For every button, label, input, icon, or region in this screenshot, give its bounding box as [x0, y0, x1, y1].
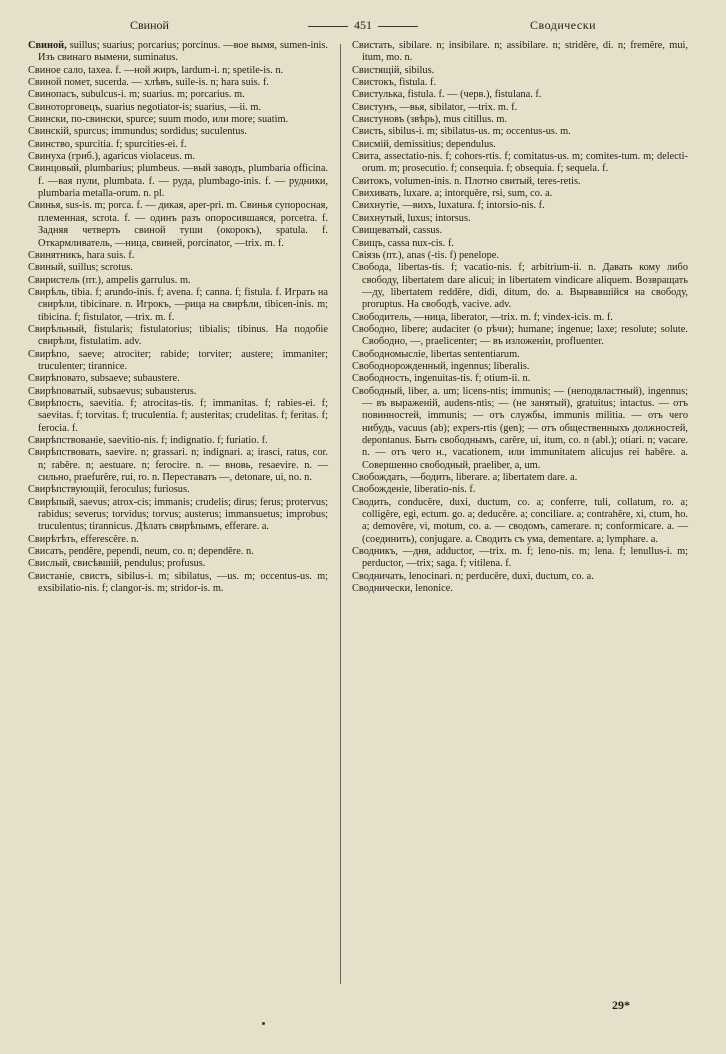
dictionary-entry [352, 225, 688, 237]
entry-text: Свиной помет, sucerda. — хлѣвъ, suile-is. n; hara suis. f. [28, 77, 269, 89]
header-dash-left [308, 26, 348, 27]
dictionary-entry [28, 262, 328, 274]
dictionary-entry [28, 89, 328, 101]
entry-text: Свирѣпо, saeve; atrociter; rabide; torviter; austere; immaniter; truculenter; tirannice. [28, 348, 328, 372]
dictionary-entry [352, 472, 688, 484]
header-page-number [24, 18, 702, 33]
dictionary-entry [28, 114, 328, 126]
dictionary-entry [352, 238, 688, 250]
entry-text: Сводникъ, —дня, adductor, —trix. m. f; leno-nis. m; lena. f; lenullus-i. m; perductor, —trix; saga. f; vitilena. f. [352, 546, 688, 570]
dictionary-entry [352, 40, 688, 65]
dictionary-entry [28, 287, 328, 324]
dictionary-entry [28, 139, 328, 151]
entry-text: Свита, assectatio-nis. f; cohors-rtis. f; comitatus-us. m; comites-tum. m; delecti-orum. m; prosecutio. f; consequia. f; obsequia. f; sequela. f. [352, 151, 688, 175]
dictionary-entry [352, 65, 688, 77]
headword: Свиной, [28, 40, 67, 51]
entry-text: Свободномысліе, libertas sententiarum. [352, 348, 520, 360]
entry-text: Свисать, pendĕre, pependi, neum, co. n; dependĕre. n. [28, 546, 254, 558]
entry-text: Свирѣповатый, subsaevus; subausterus. [28, 385, 197, 397]
entry-text: Свихнутіе, —вихъ, luxatura. f; intorsio-nis. f. [352, 200, 545, 212]
entry-text: Свистящій, sibilus. [352, 64, 435, 76]
dictionary-entry [352, 262, 688, 311]
dictionary-entry [352, 139, 688, 151]
dictionary-entry [352, 324, 688, 349]
dictionary-entry [352, 373, 688, 385]
entry-text: Свободный, liber, a. um; licens-ntis; immunis; — (неподвластный), ingennus; — въ выраженій, audens-ntis; — (не занятый), gratuitus; intactus. — отъ повинностей, immunis; — отъ службы, immunis militia. — отъ чего нибудь, vacuus (ab); expers-rtis (gen); — отъ общественныхъ должностей, depontanus. Быть свободнымъ, carĕre, ui, itum, co. n (abl.); otiari. n; vacare. n. — отъ чего н., vacationem, или immunitatem alicujus rei habĕre. a. Совершенно свободный, praeliber, a, um. [352, 385, 688, 471]
page-number: 451 [354, 18, 372, 32]
dictionary-entry [28, 200, 328, 249]
entry-text: Свіязь (пт.), anas (-tis. f) penelope. [352, 249, 499, 261]
entry-text: Свищъ, cassa nux-cis. f. [352, 237, 454, 249]
dictionary-entry [28, 546, 328, 558]
entry-text: Свирѣпствующій, feroculus; furiosus. [28, 484, 190, 496]
running-header [24, 16, 702, 38]
dictionary-entry [352, 89, 688, 101]
dictionary-entry [352, 497, 688, 546]
entry-text: Свислый, свисѣвшій, pendulus; profusus. [28, 558, 206, 570]
dictionary-entry [28, 373, 328, 385]
dictionary-entry [352, 114, 688, 126]
left-column [28, 40, 328, 595]
header-dash-right [378, 26, 418, 27]
signature-mark: 29* [612, 998, 630, 1012]
entry-text: Свободность, ingenuitas-tis. f; otium-ii. n. [352, 373, 531, 385]
entry-text: Свинство, spurcitia. f; spurcities-ei. f. [28, 138, 187, 150]
entry-text: Свисть, sibilus-i. m; sibilatus-us. m; occentus-us. m. [352, 126, 571, 138]
entry-text: Свиноторговецъ, suarius negotiator-is; suarius, —ii. m. [28, 101, 262, 113]
right-column [352, 40, 688, 595]
dictionary-entry [352, 151, 688, 176]
dictionary-entry [28, 435, 328, 447]
entry-text: Свисмій, demissitius; dependulus. [352, 138, 496, 150]
entry-text: Свиристель (пт.), ampelis garrulus. m. [28, 274, 191, 286]
entry-text: Свистуновъ (звѣрь), mus citillus. m. [352, 114, 508, 126]
entry-text: Свирѣпость, saevitia. f; atrocitas-tis. f; immanitas. f; rabies-ei. f; saevitas. f; torvitas. f; truculentia. f; austeritas; crudelitas. f; feritas. f; ferocia. f. [28, 397, 328, 434]
entry-text: Свобожденіе, liberatio-nis. f. [352, 484, 476, 496]
dictionary-entry [352, 361, 688, 373]
dictionary-entry [28, 447, 328, 484]
entry-text: Свинуха (гриб.), agaricus violaceus. m. [28, 151, 196, 163]
entry-text: Свобождать, —бодить, liberare. a; libertatem dare. a. [352, 472, 578, 484]
dictionary-entry [352, 583, 688, 595]
dictionary-entry [28, 484, 328, 496]
dictionary-entry [28, 324, 328, 349]
entry-text: Своднически, lenonice. [352, 583, 453, 595]
entry-text: Свистулька, fistula. f. — (черв.), fistulana. f. [352, 89, 542, 101]
dictionary-entry [352, 200, 688, 212]
entry-text: Свитокъ, volumen-inis. n. Плотно свитый, teres-retis. [352, 175, 581, 187]
dictionary-entry [28, 386, 328, 398]
header-right-word: Сводически [530, 18, 597, 32]
dictionary-entry [352, 349, 688, 361]
dictionary-entry [28, 126, 328, 138]
entry-text: Свобода, libertas-tis. f; vacatio-nis. f; arbitrium-ii. n. Давать кому либо свободу, libertatem dare alicui; in libertatem vindicare aliquem. Возвращать —ду, libertatem reddĕre, didi, ditum, do. a. Вырвавшійся на свободу, proruptus. На свободѣ, vacive. adv. [352, 262, 688, 311]
entry-text: Сводничать, lenocinari. n; perducĕre, duxi, ductum, co. a. [352, 570, 594, 582]
dictionary-entry [352, 546, 688, 571]
entry-text: Свистунъ, —вья, sibilator, —trix. m. f. [352, 101, 518, 113]
entry-text: Свободитель, —ница, liberator, —trix. m. f; vindex-icis. m. f. [352, 311, 613, 323]
entry-text: Свирѣль, tibia. f; arundo-inis. f; avena. f; canna. f; fistula. f. Играть на свирѣли, tibicinare. n. Игрокъ, —рица на свирѣли, tibicen-inis. m; tibicina. f; fistulator, —trix. m. f. [28, 286, 328, 323]
dictionary-entry [28, 102, 328, 114]
entry-text: Свински, по-свински, spurcе; suum modo, или more; suatim. [28, 114, 289, 126]
column-divider [340, 44, 341, 984]
entry-text: Свистаніе, свистъ, sibilus-i. m; sibilatus, —us. m; occentus-us. m; exsibilatio-nis. f; clangor-is. m; stridor-is. m. [28, 570, 328, 595]
entry-text: Свирѣповато, subsaeve; subaustere. [28, 373, 180, 385]
dictionary-entry [28, 40, 328, 65]
dictionary-entry [28, 151, 328, 163]
dictionary-entry [28, 250, 328, 262]
dictionary-entry [352, 188, 688, 200]
dictionary-entry [28, 497, 328, 534]
dictionary-entry [352, 250, 688, 262]
entry-text: suillus; suarius; porcarius; porcinus. —вое вымя, sumen-inis. Изъ свинаго вымени, suminatus. [38, 40, 328, 64]
dictionary-entry [352, 571, 688, 583]
entry-text: Свиный, suillus; scrotus. [28, 262, 133, 274]
entry-text: Свихнутый, luxus; intorsus. [352, 212, 471, 224]
entry-text: Свинскій, spurcus; immundus; sordidus; suculentus. [28, 126, 248, 138]
dictionary-entry [352, 386, 688, 472]
dictionary-entry [352, 484, 688, 496]
dictionary-entry [28, 534, 328, 546]
entry-text: Свирѣпствованіе, saevitio-nis. f; indignatio. f; furiatio. f. [28, 435, 268, 446]
dictionary-entry [28, 571, 328, 596]
entry-text: Свинцовый, plumbarius; plumbeus. —вый заводъ, plumbaria officina. f. —вая пули, plumbata. f. — руда, plumbago-inis. f. — рудники, plumbaria metalla-orum. n. pl. [28, 163, 328, 200]
entry-text: Свободнорожденный, ingennus; liberalis. [352, 360, 530, 372]
dictionary-entry [28, 398, 328, 435]
entry-text: Свистокъ, fistula. f. [352, 77, 437, 89]
entry-text: Свистать, sibilare. n; insibilare. n; assibilare. n; stridĕre, di. n; fremĕre, mui, itum, mo. n. [352, 40, 688, 64]
entry-text: Свиное сало, taxea. f. —ной жиръ, lardum-i. n; spetile-is. n. [28, 64, 284, 76]
entry-text: Свихивать, luxare. a; intorquĕre, rsi, sum, co. a. [352, 188, 553, 200]
entry-text: Свинопасъ, subulcus-i. m; suarius. m; porcarius. m. [28, 89, 245, 101]
dictionary-entry [28, 275, 328, 287]
entry-text: Свищеватый, cassus. [352, 225, 443, 237]
dictionary-entry [28, 558, 328, 570]
dictionary-entry [352, 102, 688, 114]
entry-text: Свирѣпый, saevus; atrox-cis; immanis; crudelis; dirus; ferus; protervus; rabidus; severus; torvidus; torvus; austerus; immansuetus; improbus; truculentus; tirannicus. Дѣлать свирѣпымъ, efferare. a. [28, 496, 328, 533]
dictionary-entry [28, 77, 328, 89]
dictionary-entry [28, 65, 328, 77]
dictionary-entry [28, 163, 328, 200]
dictionary-entry [28, 349, 328, 374]
entry-text: Свинья, sus-is. m; porca. f. — дикая, aper-pri. m. Свинья супоросная, племенная, scrota. f. — одинъ разъ опоросившаяся, porcetra. f. Задняя четверть свиной туши (окорокъ), spatula. f. Откармливатель, —ница, свиней, porcinator, —trix. m. f. [28, 200, 328, 249]
entry-text: Свирѣтѣть, efferescĕre. n. [28, 533, 139, 545]
dictionary-entry [352, 213, 688, 225]
dictionary-entry [352, 126, 688, 138]
entry-text: Свирѣпствовать, saevire. n; grassari. n; indignari. a; irasci, ratus, cor. n; rabĕre. n; aestuare. n; ferocire. n. — вновь, resaevire. n. — сильно, praefurĕre, rui, ro. n. Переставать —, detonare, ui, no. n. [28, 447, 328, 484]
dictionary-entry [352, 176, 688, 188]
dictionary-entry [352, 77, 688, 89]
print-speck [262, 1022, 265, 1025]
entry-text: Свинятникъ, hara suis. f. [28, 249, 135, 261]
entry-text: Свирѣльный, fistularis; fistulatorius; tibialis; tibinus. На подобіе свирѣли, fistulatim. adv. [28, 323, 328, 348]
entry-text: Свободно, libere; audaciter (о рѣчи); humane; ingenue; laxe; resolute; solute. Свободно, —, praelicenter; — въ изложеніи, profluenter. [352, 323, 688, 348]
entry-text: Сводить, conducĕre, duxi, ductum, co. a; conferre, tuli, collatum, ro. a; colligĕre, egi, ectum. go. a; deducĕre. a; conciliare. a; contrahĕre, xi, ctum, ho. a; demovĕre, vi, motum, co. a. — сводомъ, camerare. n; conformicare. a. — (соединить), conjugare. a. Сводить съ ума, dementare. a; lymphare. a. [352, 496, 688, 545]
dictionary-entry [352, 312, 688, 324]
header-left-word: Свиной [130, 18, 169, 32]
